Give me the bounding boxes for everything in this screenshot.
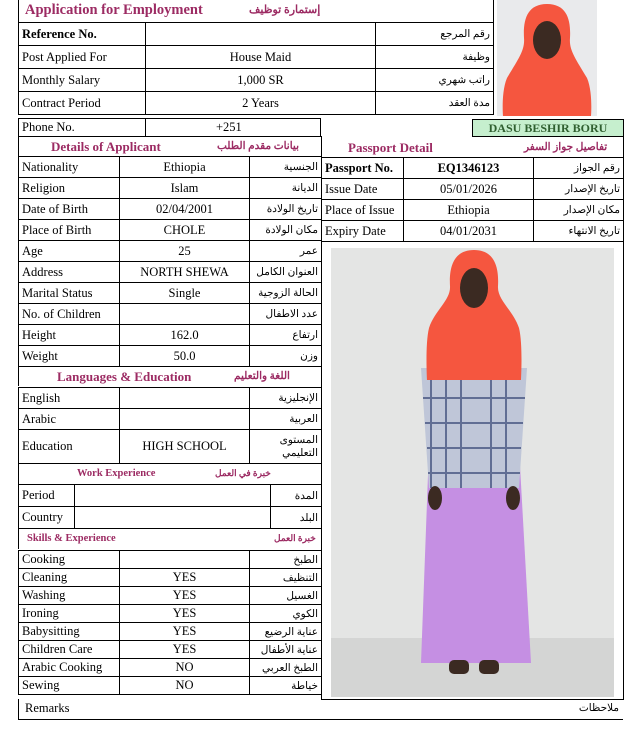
expiry-date-label-ar: تاريخ الانتهاء [534, 221, 624, 242]
table-row [19, 677, 322, 695]
passport-title: Passport Detail [348, 140, 433, 155]
babysitting-label-ar: عناية الرضيع [250, 623, 322, 641]
dob-label: Date of Birth [19, 199, 120, 220]
contract-value: 2 Years [146, 92, 376, 115]
children-care-value: YES [120, 641, 250, 659]
phone-label: Phone No. [19, 119, 146, 137]
work-table [18, 484, 322, 529]
table-row [19, 388, 322, 409]
salary-label-ar: راتب شهري [376, 69, 494, 92]
nationality-label: Nationality [19, 157, 120, 178]
place-of-issue-label-ar: مكان الإصدار [534, 200, 624, 221]
skills-title-ar: خبرة العمل [274, 533, 316, 543]
table-row [19, 283, 322, 304]
passport-no-label-ar: رقم الجواز [534, 158, 624, 179]
head-photo [497, 0, 597, 116]
place-of-issue-value: Ethiopia [404, 200, 534, 221]
table-row [19, 346, 322, 367]
languages-title: Languages & Education [57, 369, 192, 384]
salary-label: Monthly Salary [19, 69, 146, 92]
pob-value: CHOLE [120, 220, 250, 241]
country-label-ar: البلد [271, 507, 322, 529]
skills-header [18, 529, 322, 549]
passport-table [321, 157, 624, 242]
address-value: NORTH SHEWA [120, 262, 250, 283]
education-label: Education [19, 430, 120, 464]
height-label: Height [19, 325, 120, 346]
ironing-value: YES [120, 605, 250, 623]
period-value [75, 485, 271, 507]
form-title: Application for Employment [25, 2, 203, 18]
candidate-name: DASU BESHIR BORU [472, 119, 624, 137]
place-of-issue-label: Place of Issue [322, 200, 404, 221]
cleaning-label: Cleaning [19, 569, 120, 587]
table-row [19, 605, 322, 623]
table-row [19, 641, 322, 659]
period-label: Period [19, 485, 75, 507]
salary-value: 1,000 SR [146, 69, 376, 92]
age-value: 25 [120, 241, 250, 262]
remarks-row [18, 699, 623, 720]
height-label-ar: ارتفاع [250, 325, 322, 346]
table-row [19, 304, 322, 325]
age-label: Age [19, 241, 120, 262]
table-row [19, 551, 322, 569]
issue-date-value: 05/01/2026 [404, 179, 534, 200]
work-header [18, 464, 322, 484]
post-label-ar: وظيفة [376, 46, 494, 69]
table-row [19, 157, 322, 178]
english-value [120, 388, 250, 409]
ironing-label-ar: الكوي [250, 605, 322, 623]
children-label: No. of Children [19, 304, 120, 325]
header-bar [18, 0, 494, 23]
dob-value: 02/04/2001 [120, 199, 250, 220]
details-table [18, 156, 322, 367]
country-value [75, 507, 271, 529]
issue-date-label-ar: تاريخ الإصدار [534, 179, 624, 200]
passport-no-value: EQ1346123 [404, 158, 534, 179]
languages-table [18, 387, 322, 464]
table-row [19, 220, 322, 241]
table-row [19, 507, 322, 529]
expiry-date-value: 04/01/2031 [404, 221, 534, 242]
table-row [322, 179, 624, 200]
work-title: Work Experience [77, 468, 156, 479]
photo-panel [321, 242, 624, 700]
phone-table [18, 118, 321, 137]
arabic-label-ar: العربية [250, 409, 322, 430]
cooking-label-ar: الطبخ [250, 551, 322, 569]
top-info-table [18, 22, 494, 115]
table-row [19, 325, 322, 346]
children-value [120, 304, 250, 325]
languages-title-ar: اللغة والتعليم [234, 371, 290, 382]
address-label-ar: العنوان الكامل [250, 262, 322, 283]
table-row [19, 23, 494, 46]
sewing-label-ar: خياطة [250, 677, 322, 695]
expiry-date-label: Expiry Date [322, 221, 404, 242]
english-label: English [19, 388, 120, 409]
cooking-label: Cooking [19, 551, 120, 569]
table-row [19, 569, 322, 587]
nationality-value: Ethiopia [120, 157, 250, 178]
form-title-ar: إستمارة توظيف [249, 4, 321, 16]
religion-label-ar: الديانة [250, 178, 322, 199]
ironing-label: Ironing [19, 605, 120, 623]
post-label: Post Applied For [19, 46, 146, 69]
weight-label: Weight [19, 346, 120, 367]
table-row [19, 241, 322, 262]
passport-title-ar: تفاصيل جواز السفر [524, 142, 608, 153]
passport-header [321, 137, 624, 157]
languages-header [18, 366, 322, 386]
arabic-value [120, 409, 250, 430]
babysitting-label: Babysitting [19, 623, 120, 641]
address-label: Address [19, 262, 120, 283]
education-label-ar: المستوى التعليمي [250, 430, 322, 464]
reference-label: Reference No. [19, 23, 146, 46]
remarks-label-ar: ملاحظات [578, 703, 619, 714]
table-row [19, 623, 322, 641]
details-title-ar: بيانات مقدم الطلب [217, 141, 300, 152]
issue-date-label: Issue Date [322, 179, 404, 200]
sewing-value: NO [120, 677, 250, 695]
table-row [19, 587, 322, 605]
children-care-label-ar: عناية الأطفال [250, 641, 322, 659]
table-row [19, 46, 494, 69]
details-title: Details of Applicant [51, 139, 161, 154]
height-value: 162.0 [120, 325, 250, 346]
arabic-cooking-label-ar: الطبخ العربي [250, 659, 322, 677]
sewing-label: Sewing [19, 677, 120, 695]
table-row [19, 199, 322, 220]
weight-label-ar: وزن [250, 346, 322, 367]
age-label-ar: عمر [250, 241, 322, 262]
cleaning-value: YES [120, 569, 250, 587]
contract-label-ar: مدة العقد [376, 92, 494, 115]
details-header [18, 136, 322, 156]
table-row [19, 409, 322, 430]
religion-value: Islam [120, 178, 250, 199]
remarks-label: Remarks [25, 701, 70, 715]
table-row [19, 485, 322, 507]
phone-value: +251 [146, 119, 321, 137]
cleaning-label-ar: التنظيف [250, 569, 322, 587]
arabic-label: Arabic [19, 409, 120, 430]
table-row [322, 221, 624, 242]
cooking-value [120, 551, 250, 569]
washing-label-ar: الغسيل [250, 587, 322, 605]
table-row [19, 262, 322, 283]
marital-label-ar: الحالة الزوجية [250, 283, 322, 304]
skills-title: Skills & Experience [27, 533, 116, 544]
marital-value: Single [120, 283, 250, 304]
pob-label-ar: مكان الولادة [250, 220, 322, 241]
table-row [19, 69, 494, 92]
arabic-cooking-label: Arabic Cooking [19, 659, 120, 677]
education-value: HIGH SCHOOL [120, 430, 250, 464]
table-row [19, 178, 322, 199]
passport-no-label: Passport No. [322, 158, 404, 179]
washing-value: YES [120, 587, 250, 605]
work-title-ar: خبرة في العمل [215, 468, 271, 478]
washing-label: Washing [19, 587, 120, 605]
nationality-label-ar: الجنسية [250, 157, 322, 178]
religion-label: Religion [19, 178, 120, 199]
reference-value [146, 23, 376, 46]
table-row [322, 158, 624, 179]
pob-label: Place of Birth [19, 220, 120, 241]
table-row [19, 659, 322, 677]
dob-label-ar: تاريخ الولادة [250, 199, 322, 220]
contract-label: Contract Period [19, 92, 146, 115]
country-label: Country [19, 507, 75, 529]
post-value: House Maid [146, 46, 376, 69]
children-care-label: Children Care [19, 641, 120, 659]
table-row [322, 200, 624, 221]
babysitting-value: YES [120, 623, 250, 641]
table-row [19, 430, 322, 464]
english-label-ar: الإنجليزية [250, 388, 322, 409]
skills-table [18, 550, 322, 695]
children-label-ar: عدد الاطفال [250, 304, 322, 325]
period-label-ar: المدة [271, 485, 322, 507]
arabic-cooking-value: NO [120, 659, 250, 677]
reference-label-ar: رقم المرجع [376, 23, 494, 46]
weight-value: 50.0 [120, 346, 250, 367]
marital-label: Marital Status [19, 283, 120, 304]
full-body-photo [331, 248, 614, 697]
table-row [19, 92, 494, 115]
